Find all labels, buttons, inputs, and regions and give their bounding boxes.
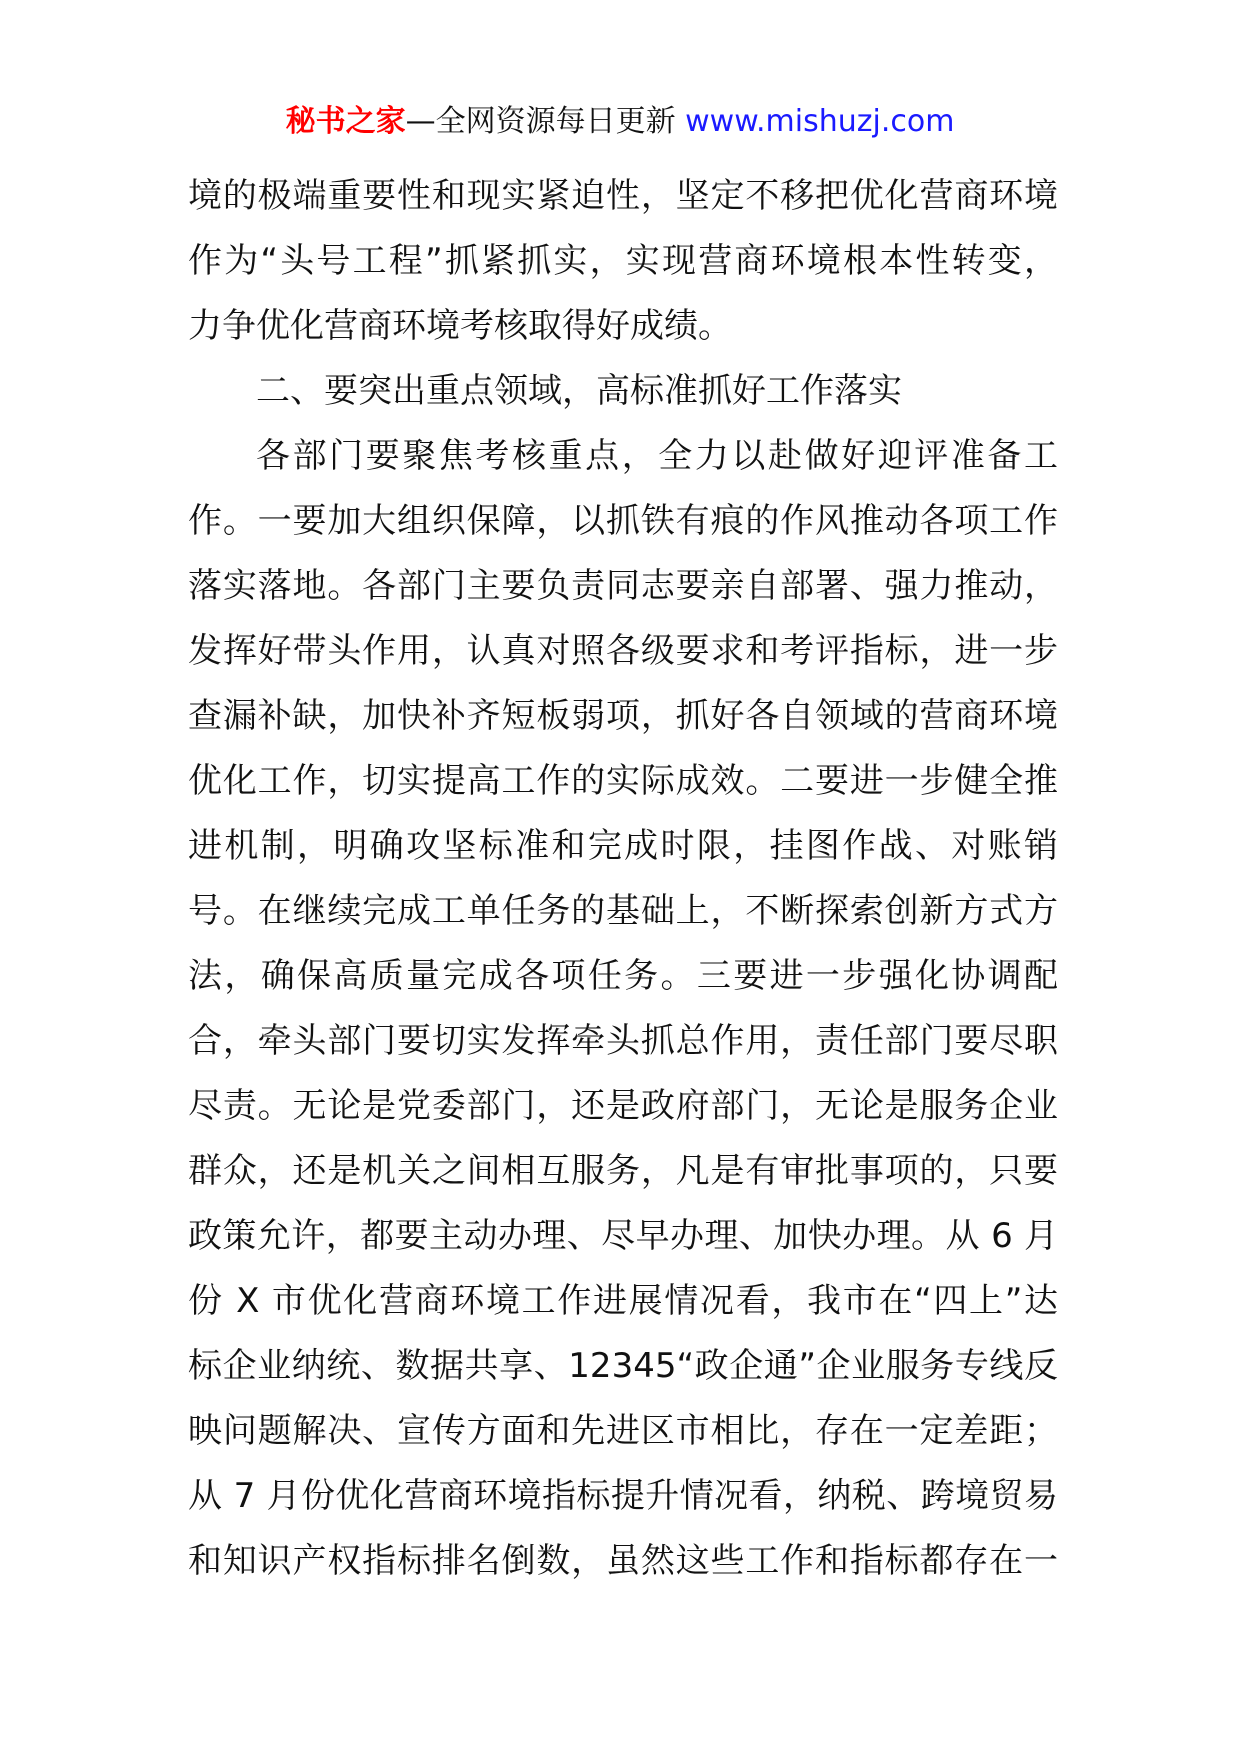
document-body (188, 164, 1058, 1594)
text-line: 号。在继续完成工单任务的基础上，不断探索创新方式方 (188, 891, 1058, 931)
text-line: 作为“头号工程”抓紧抓实，实现营商环境根本性转变， (188, 241, 1058, 281)
text-line: 发挥好带头作用，认真对照各级要求和考评指标，进一步 (188, 631, 1058, 671)
header-tagline: —全网资源每日更新 (405, 104, 686, 139)
text-line: 份 X 市优化营商环境工作进展情况看，我市在“四上”达 (188, 1281, 1058, 1321)
text-line: 法，确保高质量完成各项任务。三要进一步强化协调配 (188, 956, 1058, 996)
section-heading: 二、要突出重点领域，高标准抓好工作落实 (256, 371, 902, 411)
text-line: 合，牵头部门要切实发挥牵头抓总作用，责任部门要尽职 (188, 1021, 1058, 1061)
text-line: 标企业纳统、数据共享、12345“政企通”企业服务专线反 (188, 1346, 1058, 1386)
text-line: 力争优化营商环境考核取得好成绩。 (188, 306, 732, 346)
text-line: 落实落地。各部门主要负责同志要亲自部署、强力推动， (188, 566, 1058, 606)
text-line: 政策允许，都要主动办理、尽早办理、加快办理。从 6 月 (188, 1216, 1058, 1256)
text-line: 映问题解决、宣传方面和先进区市相比，存在一定差距； (188, 1411, 1058, 1451)
text-line: 作。一要加大组织保障，以抓铁有痕的作风推动各项工作 (188, 501, 1058, 541)
text-line: 尽责。无论是党委部门，还是政府部门，无论是服务企业 (188, 1086, 1058, 1126)
text-line: 群众，还是机关之间相互服务，凡是有审批事项的，只要 (188, 1151, 1058, 1191)
text-line: 各部门要聚焦考核重点，全力以赴做好迎评准备工 (256, 436, 1058, 476)
text-line: 和知识产权指标排名倒数，虽然这些工作和指标都存在一 (188, 1541, 1058, 1581)
site-header (0, 100, 1240, 144)
text-line: 查漏补缺，加快补齐短板弱项，抓好各自领域的营商环境 (188, 696, 1058, 736)
text-line: 从 7 月份优化营商环境指标提升情况看，纳税、跨境贸易 (188, 1476, 1058, 1516)
brand-name: 秘书之家 (285, 104, 406, 139)
text-line: 进机制，明确攻坚标准和完成时限，挂图作战、对账销 (188, 826, 1058, 866)
text-line: 境的极端重要性和现实紧迫性，坚定不移把优化营商环境 (188, 176, 1058, 216)
text-line: 优化工作，切实提高工作的实际成效。二要进一步健全推 (188, 761, 1058, 801)
site-url-link[interactable]: www.mishuzj.com (685, 104, 955, 139)
